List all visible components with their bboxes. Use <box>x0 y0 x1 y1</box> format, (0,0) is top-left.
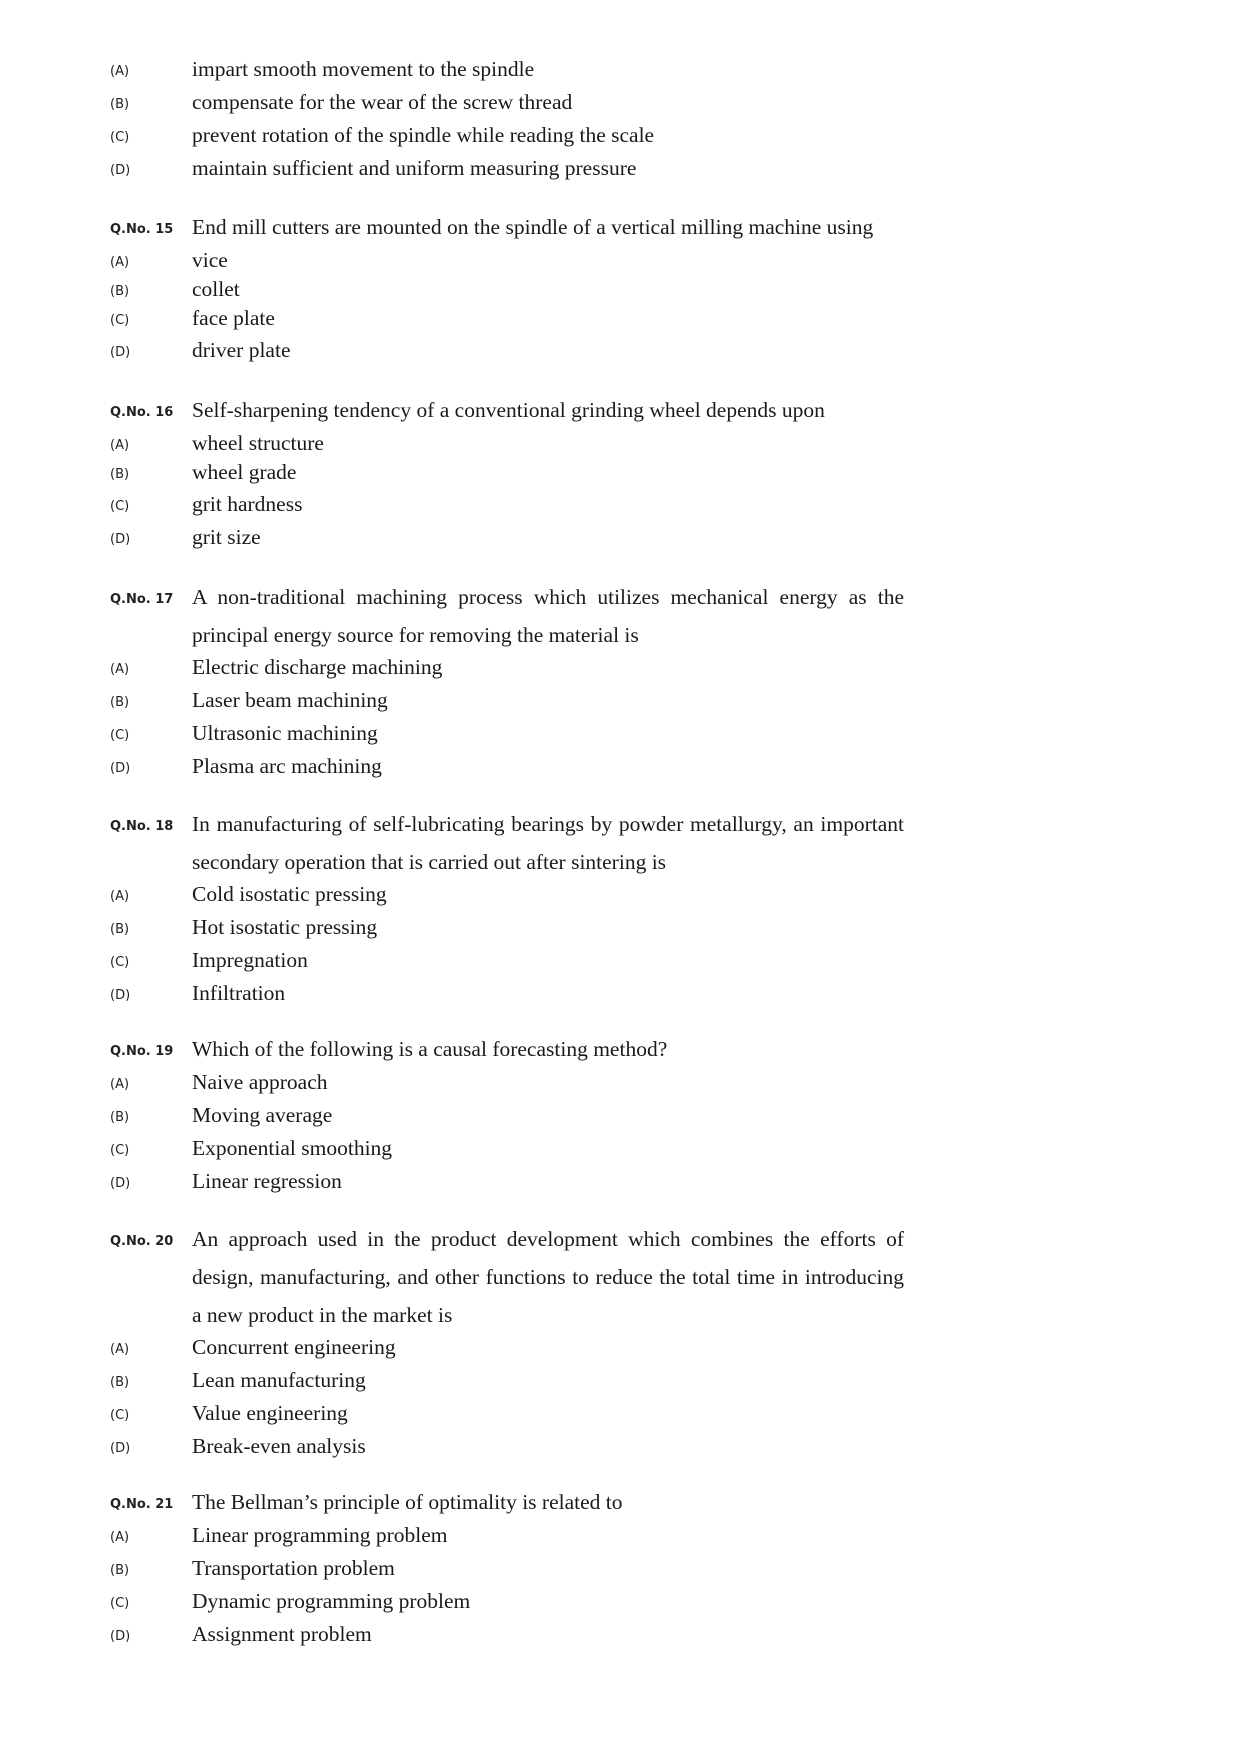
option-text: prevent rotation of the spindle while reading the scale <box>192 123 655 147</box>
option-text: Lean manufacturing <box>192 1368 366 1392</box>
question-number: Q.No. 18 <box>110 819 174 834</box>
option-text: Infiltration <box>192 981 286 1005</box>
option-label: (B) <box>110 1110 130 1125</box>
option-label: (A) <box>110 438 130 453</box>
question-text: An approach used in the product development which combines the efforts of design, manufacturing, and other functions to reduce the total time in introducing a new product in the market is <box>192 1227 904 1327</box>
option-label: (C) <box>110 728 130 743</box>
option-label: (A) <box>110 889 130 904</box>
option-text: wheel structure <box>192 431 324 455</box>
option-text: impart smooth movement to the spindle <box>192 57 535 81</box>
option-text: Linear programming problem <box>192 1523 448 1547</box>
option-text: vice <box>192 248 228 272</box>
option-label: (A) <box>110 662 130 677</box>
option-text: Hot isostatic pressing <box>192 915 378 939</box>
option-label: (C) <box>110 499 130 514</box>
option-label: (A) <box>110 64 130 79</box>
question-number: Q.No. 21 <box>110 1497 174 1512</box>
option-label: (C) <box>110 1143 130 1158</box>
question-text: In manufacturing of self-lubricating bearings by powder metallurgy, an important secondary operation that is carried out after sintering is <box>192 812 904 874</box>
question-number: Q.No. 20 <box>110 1234 174 1249</box>
option-text: Break-even analysis <box>192 1434 366 1458</box>
option-text: Linear regression <box>192 1169 342 1193</box>
option-label: (A) <box>110 1342 130 1357</box>
option-text: Laser beam machining <box>192 688 388 712</box>
option-text: Exponential smoothing <box>192 1136 393 1160</box>
option-text: Moving average <box>192 1103 333 1127</box>
option-label: (D) <box>110 163 131 178</box>
option-text: grit size <box>192 525 261 549</box>
option-text: Impregnation <box>192 948 308 972</box>
option-label: (D) <box>110 345 131 360</box>
option-label: (A) <box>110 255 130 270</box>
option-text: Plasma arc machining <box>192 754 382 778</box>
option-label: (D) <box>110 761 131 776</box>
option-text: Dynamic programming problem <box>192 1589 471 1613</box>
option-label: (D) <box>110 1441 131 1456</box>
option-text: Electric discharge machining <box>192 655 443 679</box>
option-label: (C) <box>110 313 130 328</box>
option-label: (B) <box>110 284 130 299</box>
option-label: (C) <box>110 1408 130 1423</box>
question-text: A non-traditional machining process which utilizes mechanical energy as the principal energy source for removing the material is <box>192 585 904 647</box>
question-number: Q.No. 16 <box>110 405 174 420</box>
option-text: Transportation problem <box>192 1556 395 1580</box>
option-label: (B) <box>110 1375 130 1390</box>
option-label: (B) <box>110 1563 130 1578</box>
question-number: Q.No. 19 <box>110 1044 174 1059</box>
option-text: Cold isostatic pressing <box>192 882 387 906</box>
question-number: Q.No. 15 <box>110 222 174 237</box>
option-label: (B) <box>110 695 130 710</box>
question-text: End mill cutters are mounted on the spindle of a vertical milling machine using <box>192 215 874 239</box>
option-text: Value engineering <box>192 1401 348 1425</box>
option-text: Naive approach <box>192 1070 328 1094</box>
option-label: (D) <box>110 1176 131 1191</box>
question-text: Self-sharpening tendency of a conventional grinding wheel depends upon <box>192 398 825 422</box>
option-text: maintain sufficient and uniform measuring pressure <box>192 156 637 180</box>
option-label: (B) <box>110 922 130 937</box>
question-number: Q.No. 17 <box>110 592 174 607</box>
option-label: (A) <box>110 1077 130 1092</box>
option-label: (B) <box>110 97 130 112</box>
option-label: (C) <box>110 1596 130 1611</box>
option-text: collet <box>192 277 240 301</box>
option-label: (C) <box>110 130 130 145</box>
option-label: (D) <box>110 988 131 1003</box>
question-text: The Bellman’s principle of optimality is related to <box>192 1490 623 1514</box>
option-label: (D) <box>110 1629 131 1644</box>
option-text: Ultrasonic machining <box>192 721 378 745</box>
option-text: wheel grade <box>192 460 297 484</box>
option-text: grit hardness <box>192 492 303 516</box>
question-text: Which of the following is a causal forecasting method? <box>192 1037 668 1061</box>
option-label: (A) <box>110 1530 130 1545</box>
option-text: Concurrent engineering <box>192 1335 396 1359</box>
option-text: face plate <box>192 306 275 330</box>
option-text: compensate for the wear of the screw thread <box>192 90 573 114</box>
option-label: (B) <box>110 467 130 482</box>
option-label: (C) <box>110 955 130 970</box>
option-text: driver plate <box>192 338 291 362</box>
option-text: Assignment problem <box>192 1622 372 1646</box>
option-label: (D) <box>110 532 131 547</box>
